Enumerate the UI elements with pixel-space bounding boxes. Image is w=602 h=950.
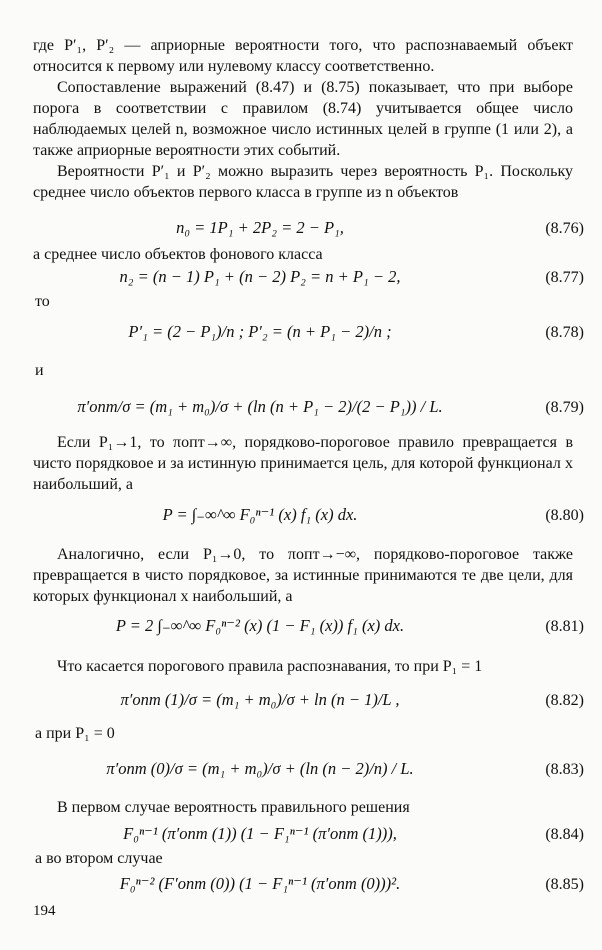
equation-8-82 xyxy=(0,688,602,718)
equation-number: (8.82) xyxy=(545,692,584,709)
equation-8-84 xyxy=(0,822,602,852)
equation-formula: P′₁ = (2 − P₁)/n ; P′₂ = (n + P₁ − 2)/n ; xyxy=(128,322,392,341)
equation-number: (8.76) xyxy=(545,220,584,237)
equation-formula: F₀ⁿ⁻¹ (π′опт (1)) (1 − F₁ⁿ⁻¹ (π′опт (1))), xyxy=(123,824,397,843)
equation-formula: P = ∫₋∞^∞ F₀ⁿ⁻¹ (x) f₁ (x) dx. xyxy=(162,505,358,524)
equation-8-79 xyxy=(0,395,602,425)
equation-8-80 xyxy=(0,503,602,533)
equation-formula: P = 2 ∫₋∞^∞ F₀ⁿ⁻² (x) (1 − F₁ (x)) f₁ (x) dx. xyxy=(115,616,405,635)
equation-formula: π′опт (0)/σ = (m₁ + m₀)/σ + (ln (n − 2)/n) / L. xyxy=(106,759,414,778)
page-number: 194 xyxy=(33,903,56,919)
connector-text: то xyxy=(35,293,50,310)
equation-number: (8.80) xyxy=(545,507,584,524)
paragraph: Вероятности P′₁ и P′₂ можно выразить через вероятность P₁. Поскольку среднее число объектов первого класса в группе из n объектов xyxy=(33,163,573,201)
paragraph: а среднее число объектов фонового класса xyxy=(33,246,323,263)
equation-number: (8.85) xyxy=(545,876,584,893)
equation-number: (8.79) xyxy=(545,399,584,416)
equation-8-77 xyxy=(0,265,602,295)
connector-text: а при P₁ = 0 xyxy=(35,725,115,742)
equation-formula: n₀ = 1P₁ + 2P₂ = 2 − P₁, xyxy=(176,218,344,237)
paragraph: Сопоставление выражений (8.47) и (8.75) показывает, что при выборе порога в соответствии с правилом (8.74) учитывается общее число наблюдаемых целей n, возможное число истинных целей в группе (1 или 2), а также априорные вероятности этих событий. xyxy=(33,79,573,159)
equation-number: (8.83) xyxy=(545,761,584,778)
connector-text: и xyxy=(35,362,44,379)
equation-formula: F₀ⁿ⁻² (F′опт (0)) (1 − F₁ⁿ⁻¹ (π′опт (0)))². xyxy=(119,874,401,893)
equation-formula: π′опт (1)/σ = (m₁ + m₀)/σ + ln (n − 1)/L , xyxy=(120,690,400,709)
paragraph: Если P₁→1, то πопт→∞, порядково-пороговое правило превращается в чисто порядковое и за истинную принимается цель, для которой функционал x наибольший, а xyxy=(33,434,573,493)
equation-number: (8.77) xyxy=(545,269,584,286)
paragraph: Что касается порогового правила распознавания, то при P₁ = 1 xyxy=(57,658,483,675)
connector-text: а во втором случае xyxy=(35,850,163,867)
paragraph: В первом случае вероятность правильного решения xyxy=(57,799,410,816)
equation-8-85 xyxy=(0,872,602,902)
equation-formula: π′опт/σ = (m₁ + m₀)/σ + (ln (n + P₁ − 2)/(2 − P₁)) / L. xyxy=(77,397,443,416)
equation-number: (8.84) xyxy=(545,826,584,843)
equation-8-81 xyxy=(0,614,602,644)
paragraph: Аналогично, если P₁→0, то πопт→−∞, порядково-пороговое также превращается в чисто порядковое, за истинные принимаются те две цели, для которых функционал x наибольший, а xyxy=(33,546,573,605)
equation-number: (8.78) xyxy=(545,324,584,341)
equation-8-76 xyxy=(0,216,602,246)
equation-8-83 xyxy=(0,757,602,787)
equation-number: (8.81) xyxy=(545,618,584,635)
paragraph: где P′₁, P′₂ — априорные вероятности того, что распознаваемый объект относится к первому или нулевому классу соответственно. xyxy=(33,37,573,75)
equation-8-78 xyxy=(0,320,602,350)
equation-formula: n₂ = (n − 1) P₁ + (n − 2) P₂ = n + P₁ − 2, xyxy=(119,267,401,286)
